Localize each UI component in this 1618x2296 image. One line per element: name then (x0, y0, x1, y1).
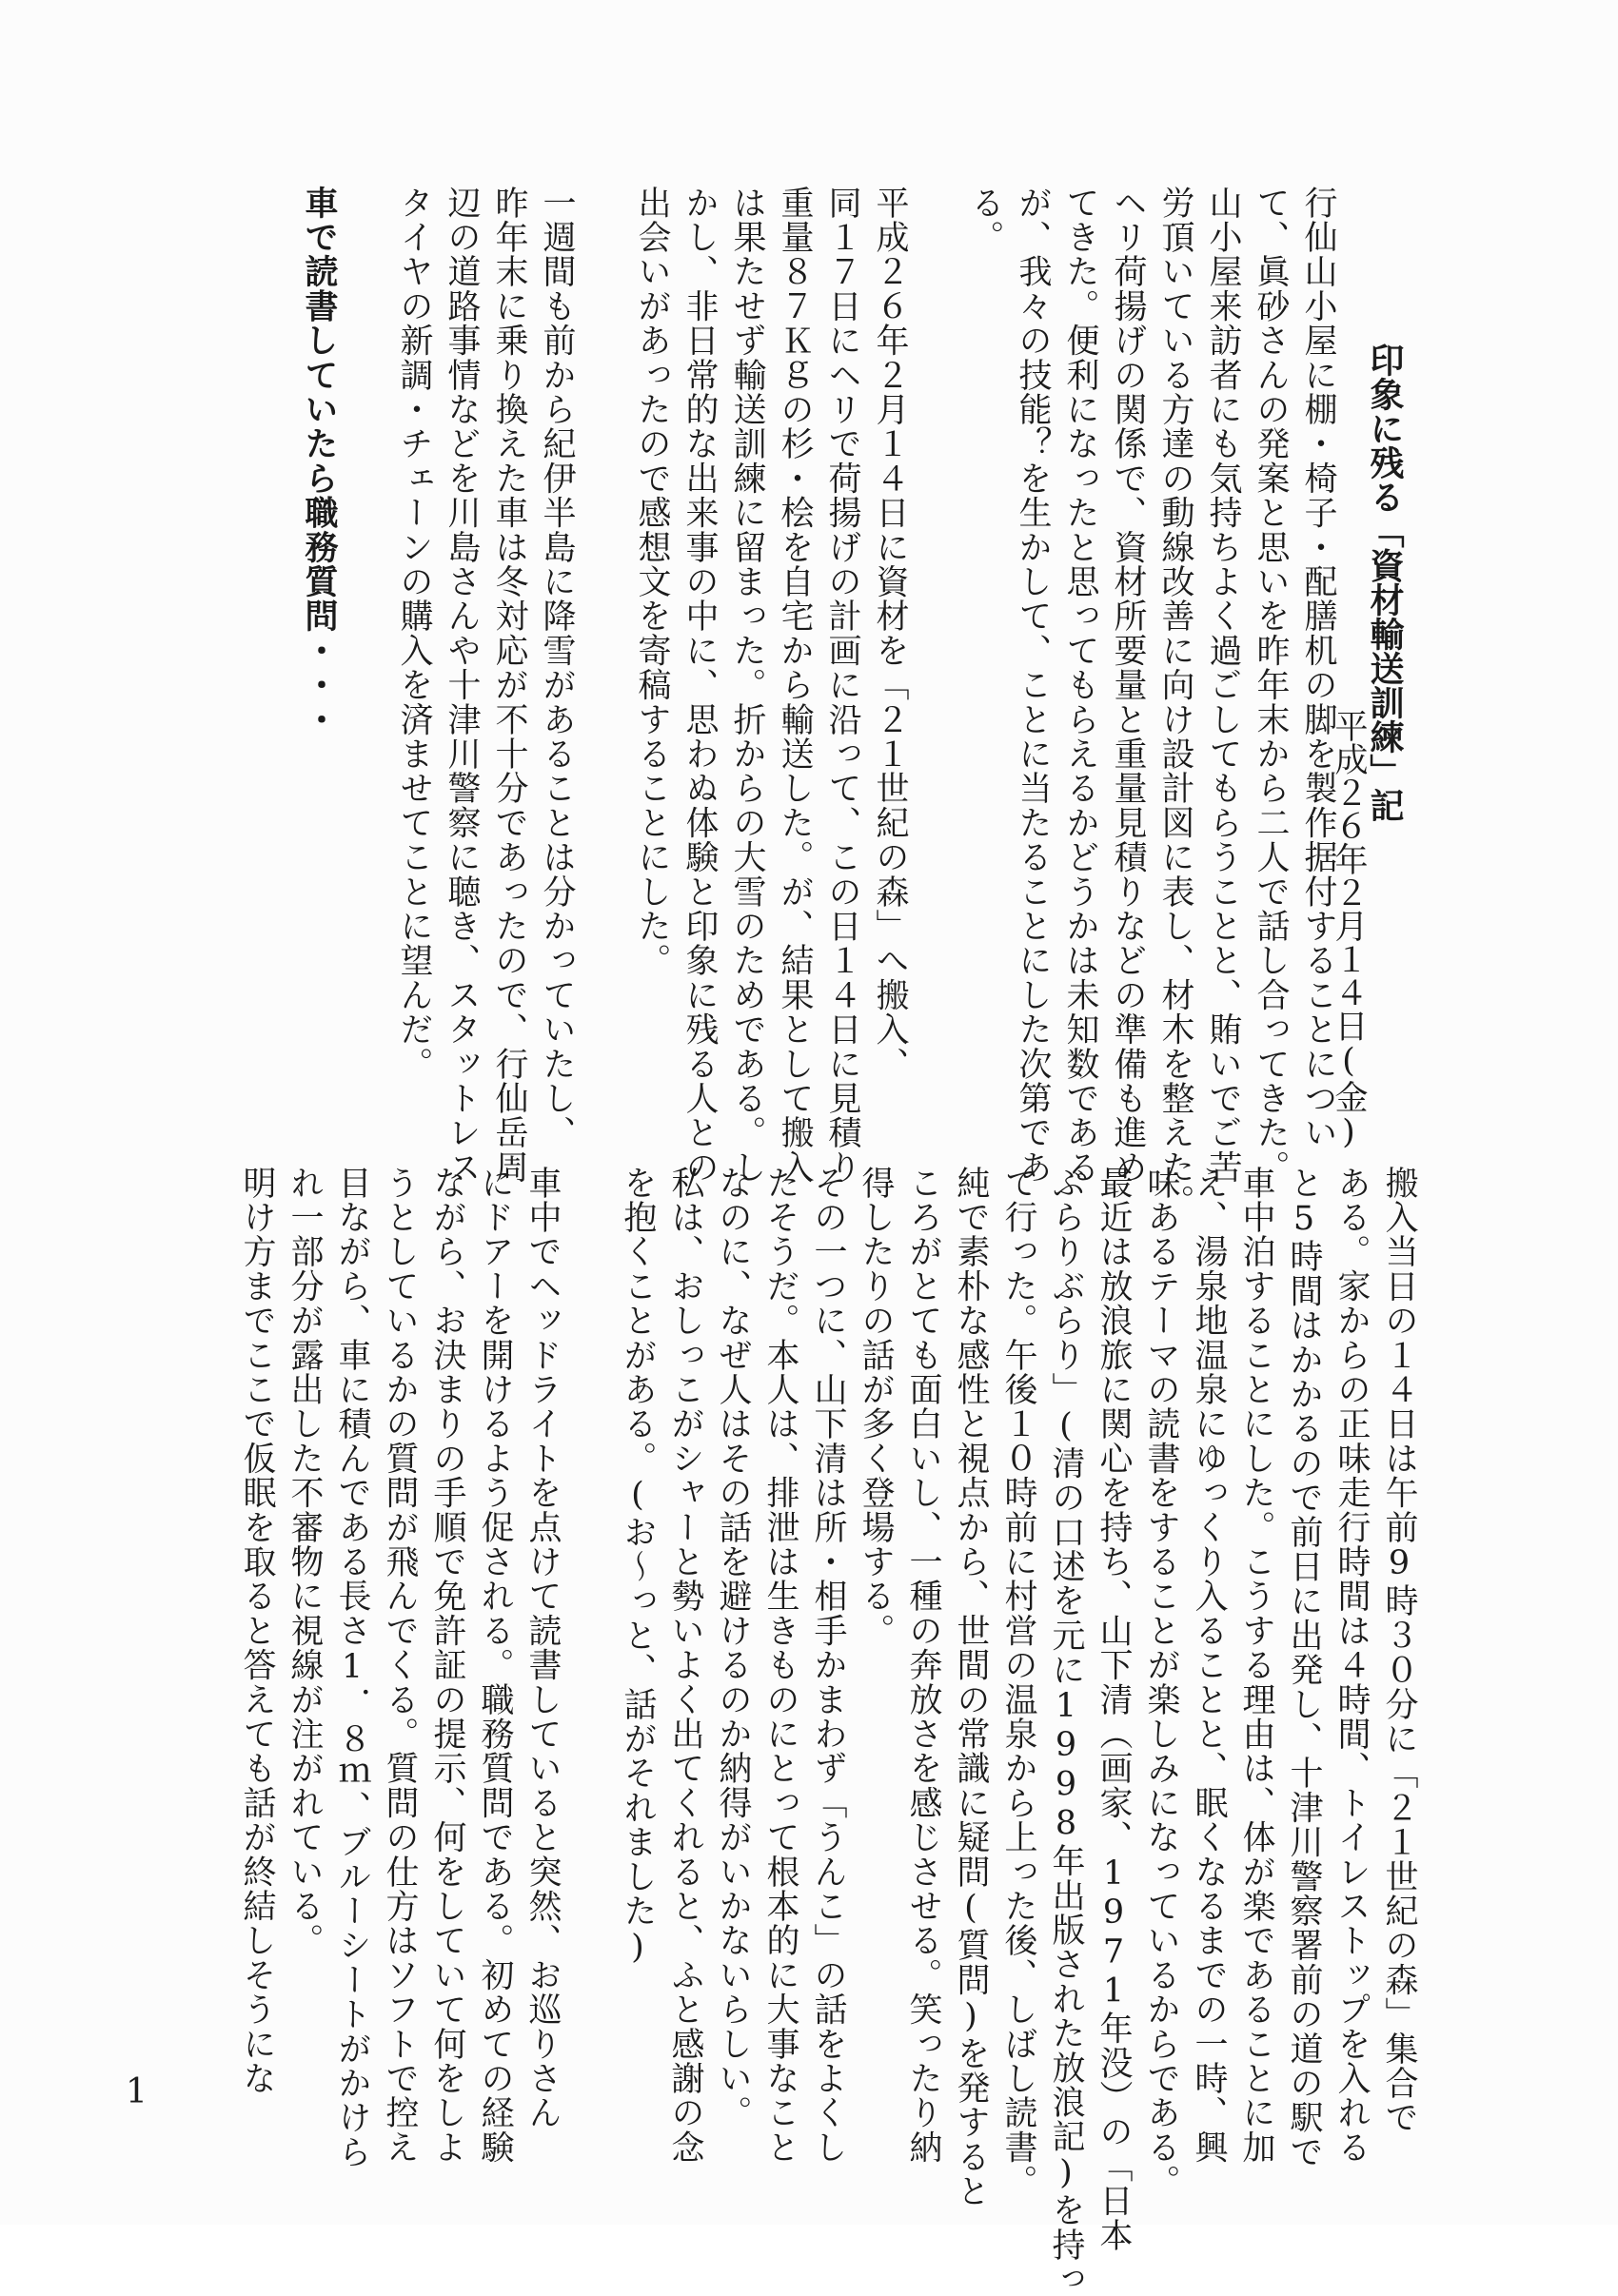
text-line: てきた。便利になったと思ってもらえるかどうかは未知数である (1061, 186, 1099, 1185)
text-line: ころがとても面白いし、一種の奔放さを感じさせる。笑ったり納 (904, 1166, 942, 2165)
top-line-gap-title (1390, 186, 1437, 1175)
text-line: え、湯泉地温泉にゆっくり入ることと、眠くなるまでの一時、興 (1190, 1166, 1228, 2165)
text-line: 行仙山小屋に棚・椅子・配膳机の脚を製作据付することについ (1299, 186, 1337, 1150)
text-line: 出会いがあったので感想文を寄稿することにした。 (633, 186, 671, 978)
text-line: ある。家からの正味走行時間は４時間、トイレストップを入れる (1332, 1166, 1371, 2165)
text-line: 同１７日にヘリで荷揚げの計画に沿って、この日１４日に見積り (823, 186, 861, 1185)
text-line (914, 186, 961, 1175)
text-line: 最近は放浪旅に関心を持ち、山下清（画家、1971年没）の「日本 (1095, 1166, 1133, 2253)
text-line: たそうだ。本人は、排泄は生きものにとって根本的に大事なこと (761, 1166, 799, 2165)
text-line: 明け方までここで仮眠を取ると答えても話が終結しそうにな (238, 1166, 276, 2096)
text-line: 私は、おしっこがシャーと勢いよく出てくれると、ふと感謝の念 (666, 1166, 704, 2165)
text-line: 味あるテーマの読書をすることが楽しみになっているからである。 (1142, 1166, 1180, 2199)
text-line: と5時間はかかるので前日に出発し、十津川警察署前の道の駅で (1285, 1166, 1323, 2169)
text-line: 昨年末に乗り換えた車は冬対応が不十分であったので、行仙岳周 (490, 186, 528, 1185)
text-line: る。 (966, 186, 1004, 255)
text-line: 山小屋来訪者にも気持ちよく過ごしてもらうことと、賄いでご苦 (1204, 186, 1242, 1185)
text-line: て、眞砂さんの発案と思いを昨年末から二人で話し合ってきた。 (1252, 186, 1290, 1185)
text-line: ぶらりぶらり」(清の口述を元に1998年出版された放浪記)を持っ (1047, 1166, 1085, 2296)
text-line: は果たせず輸送訓練に留まった。折からの大雪のためである。し (728, 186, 766, 1185)
text-line: なのに、なぜ人はその話を避けるのか納得がいかないらしい。 (714, 1166, 752, 2130)
page-number: 1 (126, 2072, 148, 2111)
text-line (566, 1166, 614, 2155)
text-line: を抱くことがある。(お～っと、話がそれました) (619, 1166, 657, 1968)
text-line: れ一部分が露出した不審物に視線が注がれている。 (286, 1166, 324, 1958)
text-line: 純で素朴な感性と視点から、世間の常識に疑問(質問)を発すると (952, 1166, 990, 2208)
text-line: ながら、お決まりの手順で免許証の提示、何をしていて何をしよ (428, 1166, 466, 2165)
text-line: うとしているかの質問が飛んでくる。質問の仕方はソフトで控え (381, 1166, 419, 2165)
text-line: 重量８７Ｋｇの杉・桧を自宅から輸送した。が、結果として搬入 (776, 186, 814, 1185)
text-line: ヘリ荷揚げの関係で、資材所要量と重量見積りなどの準備も進め (1109, 186, 1147, 1185)
text-line: が、我々の技能？を生かして、ことに当たることにした次第であ (1014, 186, 1052, 1185)
text-line (581, 186, 628, 1175)
text-line: かし、非日常的な出来事の中に、思わぬ体験と印象に残る人との (681, 186, 719, 1185)
text-line: 搬入当日の１４日は午前9時３０分に「２１世紀の森」集合で (1380, 1166, 1418, 2135)
article-date: 平成２６年２月１４日(金) (1330, 709, 1368, 1151)
top-line-gap-date (1342, 186, 1390, 1175)
text-line: 労頂いている方達の動線改善に向け設計図に表し、材木を整えた。 (1156, 186, 1194, 1219)
text-line: タイヤの新調・チェーンの購入を済ませてことに望んだ。 (395, 186, 433, 1082)
text-line: 得したりの話が多く登場する。 (857, 1166, 895, 1648)
text-line: にドアーを開けるよう促される。職務質問である。初めての経験 (476, 1166, 514, 2165)
text-line: その一つに、山下清は所・相手かまわず「うんこ」の話をよくし (809, 1166, 847, 2165)
text-line: て行った。午後１０時前に村営の温泉から上った後、しばし読書。 (999, 1166, 1037, 2199)
text-line: 車中でヘッドライトを点けて読書していると突然、お巡りさん (523, 1166, 562, 2130)
text-line: 車中泊することにした。こうする理由は、体が楽であることに加 (1237, 1166, 1275, 2165)
article-title: 印象に残る「資材輸送訓練」記 (1365, 343, 1405, 822)
text-line: 目ながら、車に積んである長さ1．８ｍ、ブルーシートがかけら (333, 1166, 371, 2169)
text-line (343, 186, 390, 1175)
text-line: 平成２６年２月１４日に資材を「２１世紀の森」へ搬入、 (871, 186, 909, 1082)
text-line: 一週間も前から紀伊半島に降雪があることは分かっていたし、 (538, 186, 576, 1150)
section-heading: 車で読書していたら職務質問・・・ (300, 186, 339, 737)
top-text-block (295, 186, 1437, 1219)
bottom-text-block (233, 1166, 1423, 2296)
text-line: 辺の道路事情などを川島さんや十津川警察に聴き、スタットレス (443, 186, 481, 1185)
